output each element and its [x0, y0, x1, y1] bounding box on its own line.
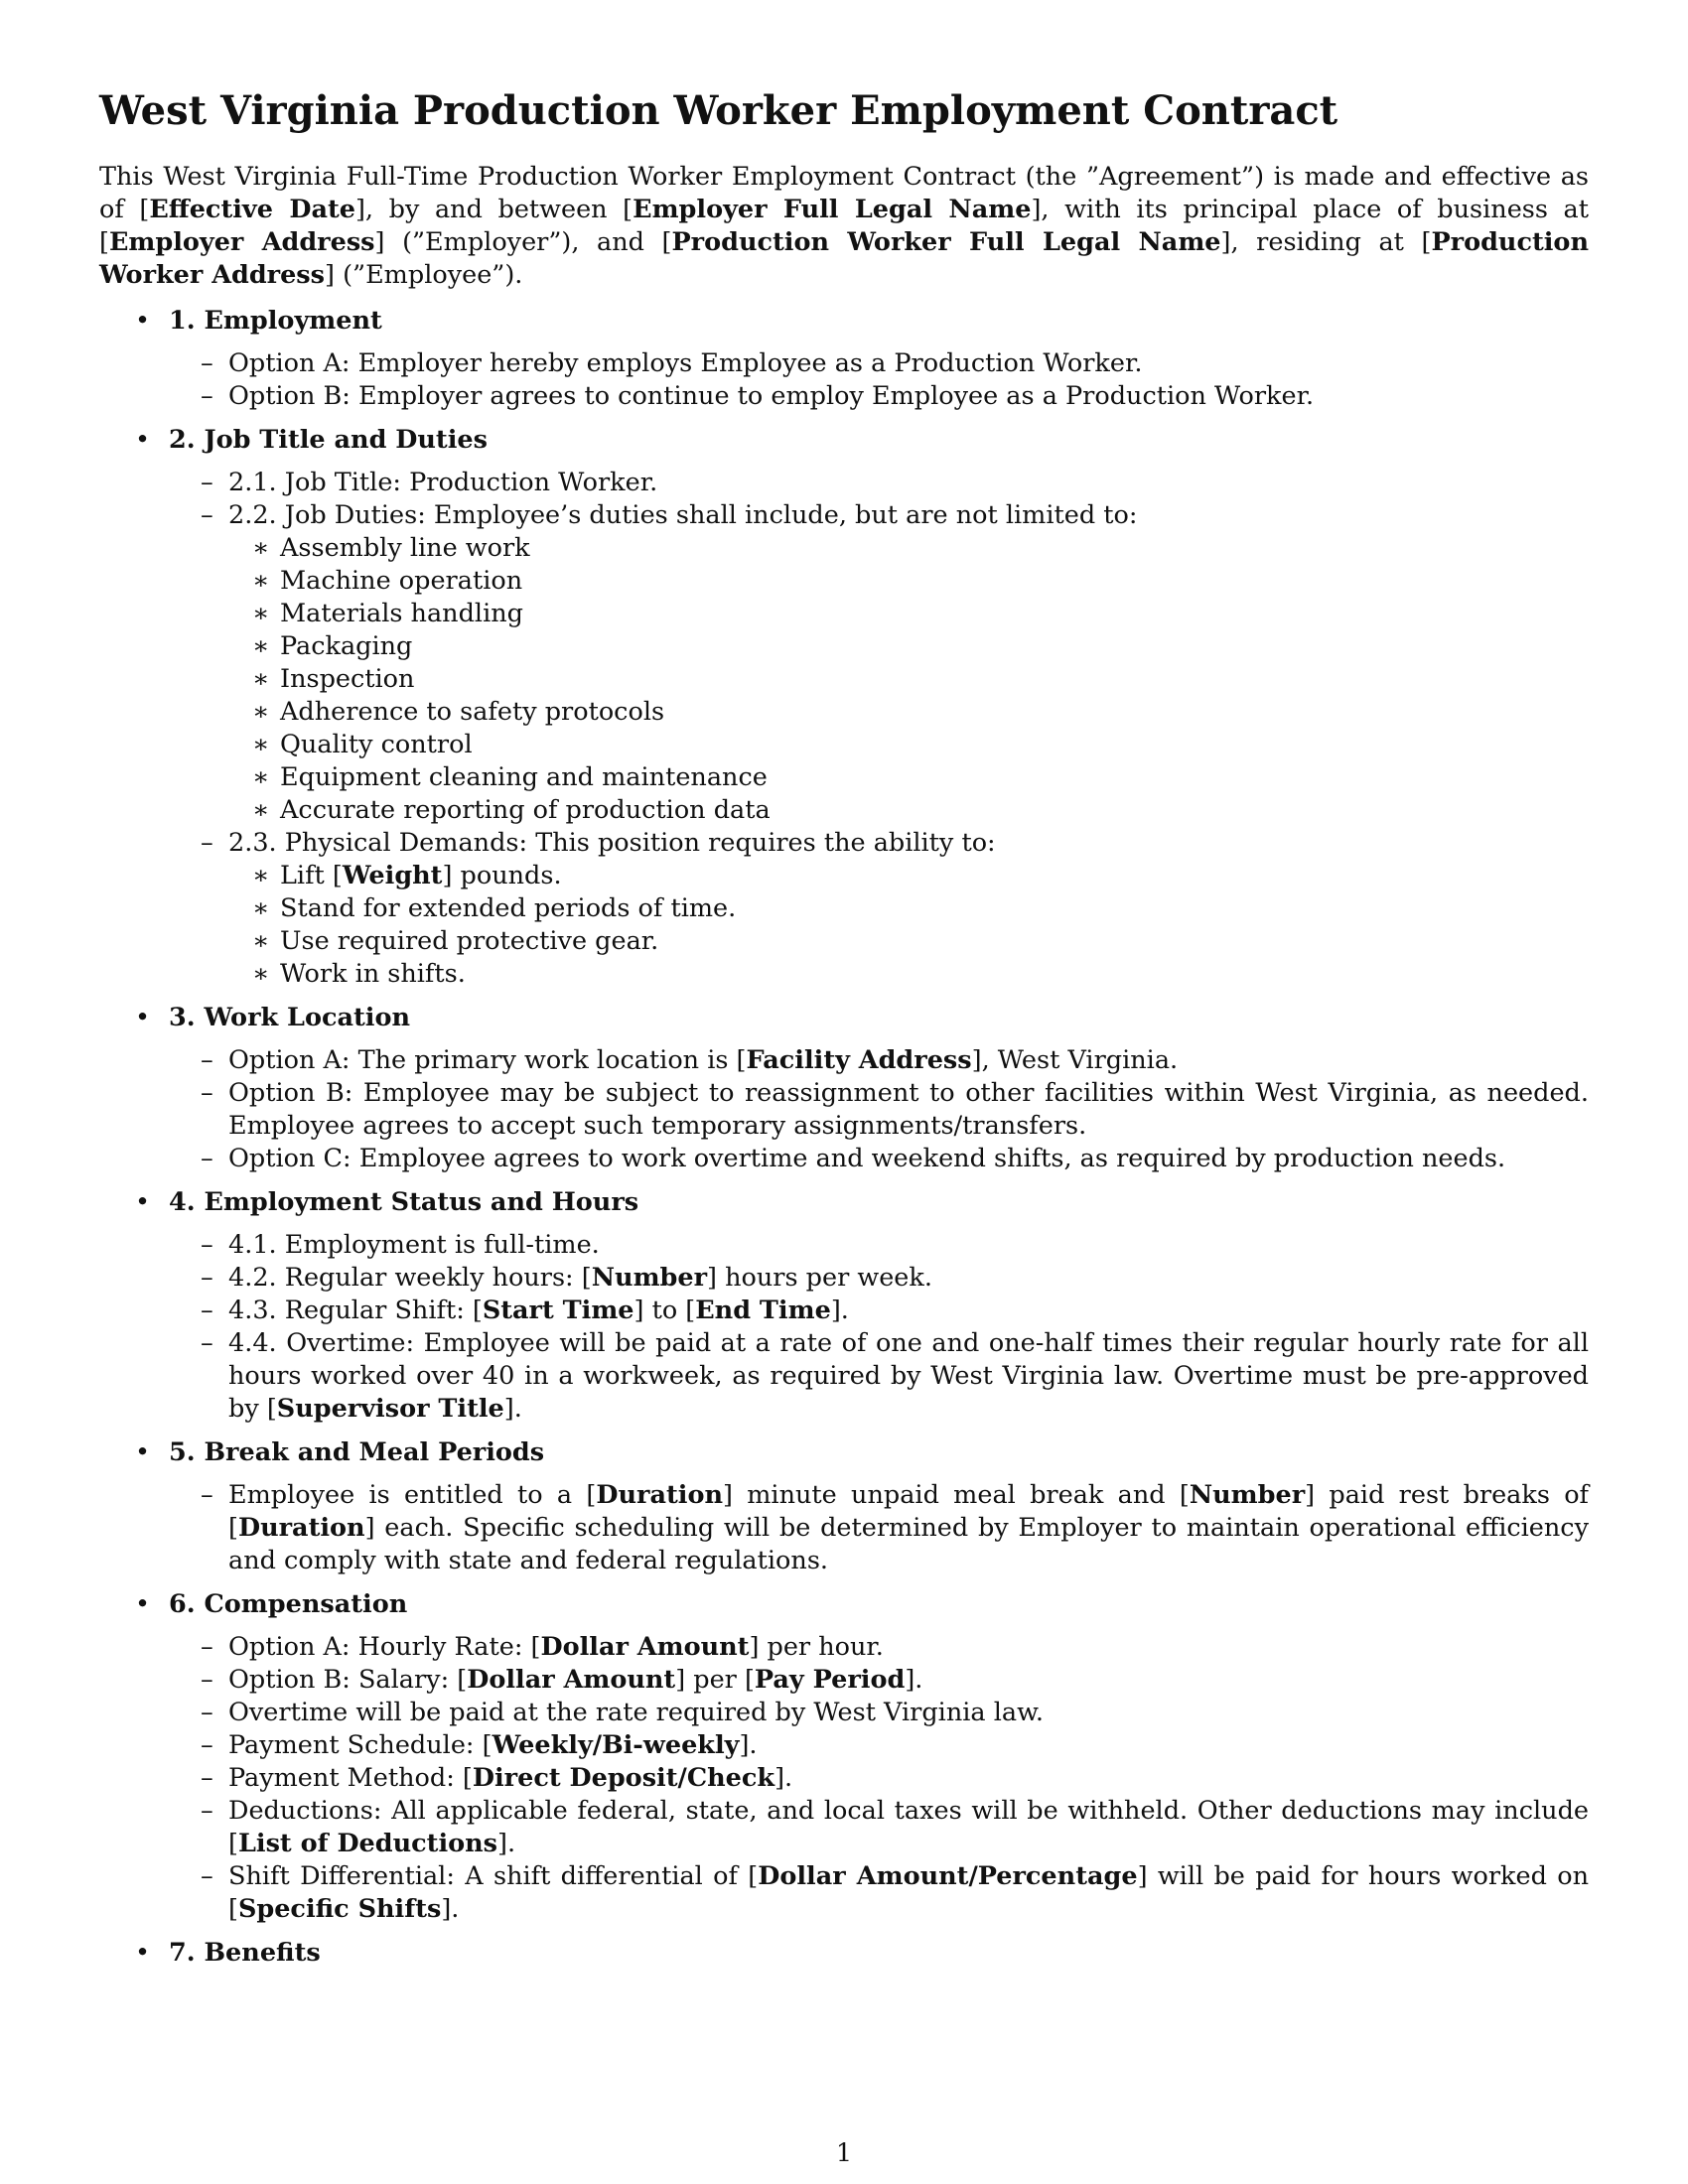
placeholder-duration: Duration: [237, 1513, 365, 1543]
section-heading: • 2. Job Title and Duties: [169, 425, 488, 455]
intro-paragraph: This West Virginia Full-Time Production Worker Employment Contract (the ”Agreement”) is made and effective as of [Effective Date], by and between [Employer Full Legal Name], with its principal place of business at [Employer Address] (”Employer”), and [Production Worker Full Legal Name], residing at [Production Worker Address] (”Employee”).: [99, 162, 1590, 290]
section-heading: • 4. Employment Status and Hours: [169, 1187, 639, 1217]
section-heading: • 6. Compensation: [169, 1589, 408, 1619]
list-item: – Option B: Employee may be subject to reassignment to other facilities within West Virginia, as needed. Employee agrees to accept such temporary assignments/transfers.: [169, 1077, 1589, 1143]
placeholder-payment-schedule: Weekly/Bi-weekly: [492, 1730, 740, 1760]
duty-item: ∗ Machine operation: [228, 565, 1589, 598]
demand-item: ∗ Work in shifts.: [228, 958, 1589, 991]
list-item: – Deductions: All applicable federal, state, and local taxes will be withheld. Other deductions may include [List of Deductions].: [169, 1795, 1589, 1860]
section-job-title-duties: [99, 424, 1589, 991]
placeholder-shift-differential: Dollar Amount/Percentage: [758, 1861, 1138, 1891]
list-item: – Payment Schedule: [Weekly/Bi-weekly].: [169, 1729, 1589, 1762]
list-item: – 4.1. Employment is full-time.: [169, 1229, 1589, 1262]
duty-item: ∗ Quality control: [228, 729, 1589, 761]
section-breaks-meals: [99, 1436, 1589, 1577]
placeholder-weight: Weight: [342, 861, 443, 890]
placeholder-end-time: End Time: [695, 1296, 831, 1325]
section-benefits: [99, 1937, 1589, 1970]
section-heading: • 3. Work Location: [169, 1003, 411, 1032]
list-item: – Option C: Employee agrees to work overtime and weekend shifts, as required by production needs.: [169, 1143, 1589, 1175]
list-item: – Overtime will be paid at the rate required by West Virginia law.: [169, 1697, 1589, 1729]
duty-item: ∗ Adherence to safety protocols: [228, 696, 1589, 729]
placeholder-employer-address: Employer Address: [108, 227, 375, 257]
section-heading: • 7. Benefits: [169, 1938, 321, 1968]
list-item: – Option B: Salary: [Dollar Amount] per [Pay Period].: [169, 1664, 1589, 1697]
placeholder-number: Number: [1189, 1480, 1306, 1510]
list-item: – 4.2. Regular weekly hours: [Number] hours per week.: [169, 1262, 1589, 1295]
list-item: – Option A: Employer hereby employs Employee as a Production Worker.: [169, 347, 1589, 380]
list-item: – 2.3. Physical Demands: This position requires the ability to: ∗ Lift [Weight] pounds. ∗ Stand for extended periods of time. ∗ Use required protective gear. ∗ Work in shifts.: [169, 827, 1589, 991]
section-employment: [99, 305, 1589, 413]
list-item: – 4.3. Regular Shift: [Start Time] to [End Time].: [169, 1295, 1589, 1327]
placeholder-worker-address: Production Worker Address: [99, 227, 1589, 290]
placeholder-effective-date: Effective Date: [149, 195, 355, 224]
placeholder-pay-period: Pay Period: [754, 1665, 906, 1695]
duty-item: ∗ Inspection: [228, 663, 1589, 696]
placeholder-number: Number: [591, 1263, 708, 1293]
duties-list: [228, 532, 1589, 827]
section-compensation: [99, 1588, 1589, 1926]
placeholder-supervisor-title: Supervisor Title: [276, 1394, 504, 1424]
duty-item: ∗ Packaging: [228, 630, 1589, 663]
demand-item: ∗ Stand for extended periods of time.: [228, 892, 1589, 925]
list-item: – Shift Differential: A shift differential of [Dollar Amount/Percentage] will be paid for hours worked on [Specific Shifts].: [169, 1860, 1589, 1926]
physical-demands-list: [228, 860, 1589, 991]
placeholder-deductions: List of Deductions: [237, 1829, 498, 1858]
placeholder-payment-method: Direct Deposit/Check: [472, 1763, 775, 1793]
document-title: West Virginia Production Worker Employment Contract: [99, 87, 1338, 134]
list-item: – Option A: The primary work location is [Facility Address], West Virginia.: [169, 1044, 1589, 1077]
duty-item: ∗ Assembly line work: [228, 532, 1589, 565]
demand-item: ∗ Lift [Weight] pounds.: [228, 860, 1589, 892]
page-number: 1: [835, 2138, 853, 2168]
section-status-hours: [99, 1186, 1589, 1426]
contract-sections: [99, 305, 1589, 1980]
section-heading: • 1. Employment: [169, 306, 382, 336]
list-item: – Option B: Employer agrees to continue to employ Employee as a Production Worker.: [169, 380, 1589, 413]
placeholder-start-time: Start Time: [482, 1296, 634, 1325]
placeholder-dollar-amount: Dollar Amount: [540, 1632, 750, 1662]
list-item: – Payment Method: [Direct Deposit/Check].: [169, 1762, 1589, 1795]
placeholder-duration: Duration: [596, 1480, 723, 1510]
list-item: – Employee is entitled to a [Duration] minute unpaid meal break and [Number] paid rest breaks of [Duration] each. Specific scheduling will be determined by Employer to maintain operational efficiency and comply with state and federal regulations.: [169, 1479, 1589, 1577]
list-item: – 4.4. Overtime: Employee will be paid at a rate of one and one-half times their regular hourly rate for all hours worked over 40 in a workweek, as required by West Virginia law. Overtime must be pre-approved by [Supervisor Title].: [169, 1327, 1589, 1426]
placeholder-dollar-amount: Dollar Amount: [467, 1665, 676, 1695]
list-item: – 2.2. Job Duties: Employee’s duties shall include, but are not limited to: ∗ Assembly line work ∗ Machine operation ∗ Materials handling ∗ Packaging ∗ Inspection ∗ Adherence to safety protocols ∗ Quality control ∗ Equipment cleaning and maintenance ∗ Accurate reporting of production data: [169, 499, 1589, 827]
placeholder-specific-shifts: Specific Shifts: [237, 1894, 442, 1924]
section-heading: • 5. Break and Meal Periods: [169, 1437, 545, 1467]
section-work-location: [99, 1002, 1589, 1175]
duty-item: ∗ Equipment cleaning and maintenance: [228, 761, 1589, 794]
duty-item: ∗ Accurate reporting of production data: [228, 794, 1589, 827]
placeholder-facility-address: Facility Address: [746, 1045, 972, 1075]
list-item: – Option A: Hourly Rate: [Dollar Amount] per hour.: [169, 1631, 1589, 1664]
placeholder-worker-name: Production Worker Full Legal Name: [671, 227, 1221, 257]
list-item: – 2.1. Job Title: Production Worker.: [169, 467, 1589, 499]
duty-item: ∗ Materials handling: [228, 598, 1589, 630]
demand-item: ∗ Use required protective gear.: [228, 925, 1589, 958]
placeholder-employer-name: Employer Full Legal Name: [633, 195, 1032, 224]
